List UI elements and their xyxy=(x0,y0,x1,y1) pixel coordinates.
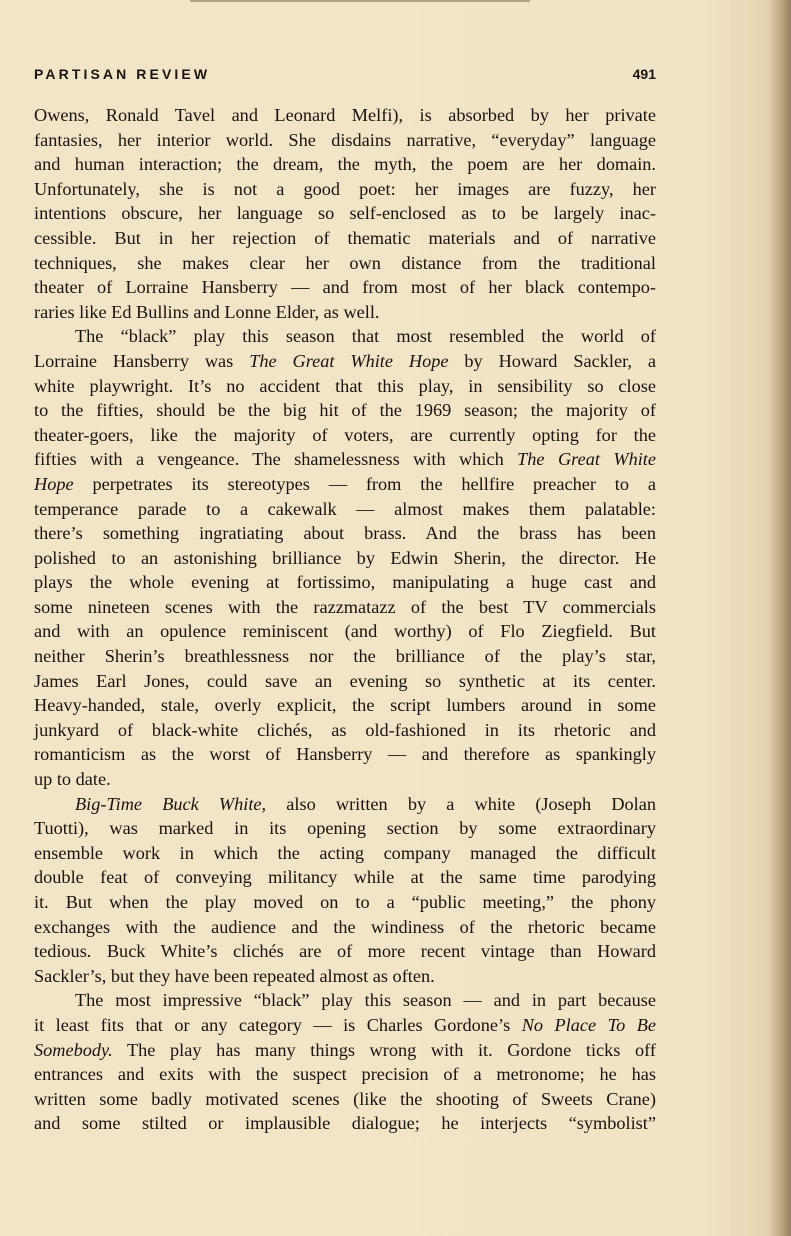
text-line: plays the whole evening at fortissimo, manipulating a huge cast and xyxy=(34,572,656,593)
text-line: theater-goers, like the majority of voters, are currently opting for the xyxy=(34,424,656,445)
text-line: double feat of conveying militancy while at the same time parodying xyxy=(34,867,656,888)
text-line: Heavy-handed, stale, overly explicit, the script lumbers around in some xyxy=(34,695,656,716)
text-line: written some badly motivated scenes (like the shooting of Sweets Crane) xyxy=(34,1088,656,1109)
play-title: The Great White xyxy=(517,449,656,470)
journal-title: PARTISAN REVIEW xyxy=(34,66,211,82)
text-line: tedious. Buck White’s clichés are of more recent vintage than Howard xyxy=(34,941,656,962)
text-line: temperance parade to a cakewalk — almost makes them palatable: xyxy=(34,498,656,519)
running-head xyxy=(34,64,656,86)
text-line: Somebody. The play has many things wrong with it. Gordone ticks off xyxy=(34,1039,656,1060)
text-line: exchanges with the audience and the windiness of the rhetoric became xyxy=(34,916,656,937)
text-line: raries like Ed Bullins and Lonne Elder, as well. xyxy=(34,301,380,322)
text-line: intentions obscure, her language so self-enclosed as to be largely inac- xyxy=(34,203,656,224)
text-line: The most impressive “black” play this season — and in part because xyxy=(75,990,656,1011)
text-line: neither Sherin’s breathlessness nor the brilliance of the play’s star, xyxy=(34,646,656,667)
text-line: junkyard of black-white clichés, as old-fashioned in its rhetoric and xyxy=(34,719,656,740)
text-line: Owens, Ronald Tavel and Leonard Melfi), is absorbed by her private xyxy=(34,105,656,125)
text-line: Big-Time Buck White, also written by a white (Joseph Dolan xyxy=(75,793,657,814)
text-line: James Earl Jones, could save an evening so synthetic at its center. xyxy=(34,670,656,691)
text-line: polished to an astonishing brilliance by Edwin Sherin, the director. He xyxy=(34,547,656,568)
text-line: theater of Lorraine Hansberry — and from most of her black contempo- xyxy=(34,277,656,298)
play-title: Hope xyxy=(34,473,74,494)
text-line: Sackler’s, but they have been repeated almost as often. xyxy=(34,965,435,986)
text-line: to the fifties, should be the big hit of the 1969 season; the majority of xyxy=(34,400,656,421)
text-line: and human interaction; the dream, the myth, the poem are her domain. xyxy=(34,154,656,175)
text-line: Hope perpetrates its stereotypes — from the hellfire preacher to a xyxy=(34,473,656,494)
text-line: white playwright. It’s no accident that this play, in sensibility so close xyxy=(34,375,656,396)
text-line: The “black” play this season that most resembled the world of xyxy=(75,326,656,347)
text-line: up to date. xyxy=(34,769,111,790)
text-line: Unfortunately, she is not a good poet: her images are fuzzy, her xyxy=(34,178,656,199)
play-title: Somebody. xyxy=(34,1039,113,1060)
play-title: No Place To Be xyxy=(521,1014,656,1035)
play-title: The Great White Hope xyxy=(249,350,449,371)
text-line: fantasies, her interior world. She disdains narrative, “everyday” language xyxy=(34,129,656,150)
text-line: ensemble work in which the acting company managed the difficult xyxy=(34,842,656,863)
text-line: techniques, she makes clear her own distance from the traditional xyxy=(34,252,656,273)
text-line: fifties with a vengeance. The shamelessness with which The Great White xyxy=(34,449,656,470)
text-line: it. But when the play moved on to a “public meeting,” the phony xyxy=(34,892,656,912)
text-line: and some stilted or implausible dialogue; he interjects “symbolist” xyxy=(34,1113,656,1134)
text-line: romanticism as the worst of Hansberry — and therefore as spankingly xyxy=(34,744,656,765)
page-number: 491 xyxy=(632,66,656,82)
page-gutter-shadow xyxy=(769,0,791,1236)
page-top-edge xyxy=(190,0,530,2)
play-title: Big-Time Buck White, xyxy=(75,793,267,814)
text-line: and with an opulence reminiscent (and worthy) of Flo Ziegfield. But xyxy=(34,621,656,642)
text-line: there’s something ingratiating about brass. And the brass has been xyxy=(34,523,656,544)
article-body xyxy=(34,103,656,1136)
text-line: cessible. But in her rejection of thematic materials and of narrative xyxy=(34,227,656,248)
text-line: Lorraine Hansberry was The Great White Hope by Howard Sackler, a xyxy=(34,350,657,371)
text-line: Tuotti), was marked in its opening section by some extraordinary xyxy=(34,818,656,839)
text-line: it least fits that or any category — is Charles Gordone’s No Place To Be xyxy=(34,1014,656,1035)
text-line: entrances and exits with the suspect precision of a metronome; he has xyxy=(34,1064,656,1085)
text-line: some nineteen scenes with the razzmatazz of the best TV commercials xyxy=(34,596,656,617)
